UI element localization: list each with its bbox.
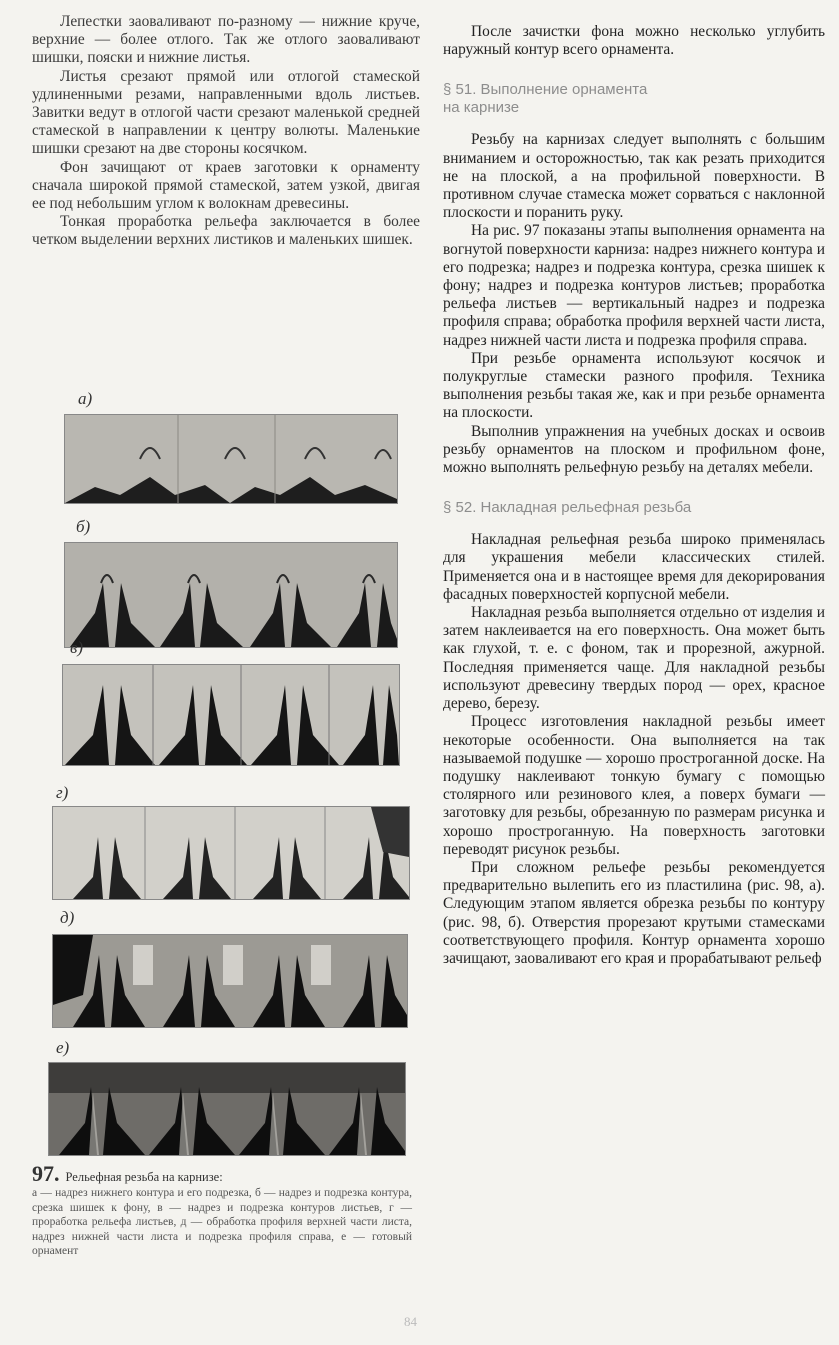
page-number: 84 [404,1314,417,1329]
section-52-paragraph-4: При сложном рельефе резьбы рекомендуется предварительно вылепить его из пластилина (рис. 98, а). Следующим этапом является обрезка резьбы по контуру (рис. 98, б). Отверстия прорезают крутыми стамесками соответствующего профиля. Контур орнамента хорошо зачищают, заоваливают его края и прорабатывают рельеф [443,858,825,967]
figure-label-e: д) [60,908,75,927]
figure-label-b: б) [76,517,91,536]
left-paragraph-4: Тонкая проработка рельефа заключается в более четком выделении верхних листиков и маленьких шишек. [32,213,420,249]
figure-caption-body: а — надрез нижнего контура и его подрезка, б — надрез и подрезка контура, срезка шишек к фону, в — надрез и подрезка контуров листьев, г — проработка рельефа листьев, д — обработка профиля верхней части листа, надрез нижней части листа и подрезка профиля справа, е — готовый орнамент [32,1187,412,1257]
left-text-column [32,13,420,250]
figure-strip-b [64,542,398,648]
section-51-paragraph-3: При резьбе орнамента используют косячок и полукруглые стамески разного профиля. Техника выполнения резьбы такая же, как и при резьбе орнамента на плоскости. [443,349,825,422]
figure-strip-c [62,664,400,766]
figure-strip-e [52,934,408,1028]
figure-label-f: е) [56,1038,70,1057]
right-text-column [443,23,825,968]
figure-strip-a [64,414,398,504]
section-52-paragraph-1: Накладная рельефная резьба широко применялась для украшения мебели классических стилей. Применяется она и в настоящее время для декорирования фасадных поверхностей корпусной мебели. [443,531,825,603]
section-52-heading: § 52. Накладная рельефная резьба [443,499,692,517]
figure-strip-d [52,806,410,900]
left-paragraph-2: Листья срезают прямой или отлогой стамеской удлиненными резами, направленными вдоль листьев. Завитки ведут в отлогой части срезают маленькой средней стамеской в направлении к центру волюты. Маленькие шишки срезают на две стороны косячком. [32,67,420,158]
figure-caption-title [32,1161,412,1187]
left-paragraph-1: Лепестки заоваливают по-разному — нижние круче, верхние — более отлого. Так же отлого заоваливают шишки, пояски и нижние листья. [32,13,420,67]
figure-label-a: а) [78,389,93,408]
figure-strip-f [48,1062,406,1156]
section-51-heading-line2: на карнизе [443,99,520,117]
section-51-paragraph-1: Резьбу на карнизах следует выполнять с большим вниманием и осторожностью, так как резать приходится не на плоской, а на профильной поверхности. В противном случае стамеска может сорваться с наклонной плоскости и поранить руку. [443,131,825,222]
section-52-paragraph-3: Процесс изготовления накладной резьбы имеет некоторые особенности. Она выполняется на так называемой подушке — хорошо прострoганной доске. На подушку наклеивают тонкую бумагу с помощью столярного или резинового клея, а поверх бумаги — заготовку для резьбы, обрезанную по размерам рисунка и хорошо прострoганную. На поверхность заготовки переводят рисунок резьбы. [443,713,825,858]
section-51-paragraph-2: На рис. 97 показаны этапы выполнения орнамента на вогнутой поверхности карниза: надрез нижнего контура и его подрезка; надрез и подрезка контура, срезка шишек к фону; надрез и подрезка контуров листьев; проработка рельефа листьев — вертикальный надрез и подрезка профиля справа; обработка профиля верхней части листа, надрез нижней части листа и подрезка профиля справа. [443,222,825,349]
figure-number: 97. [32,1161,60,1186]
section-51-paragraph-4: Выполнив упражнения на учебных досках и освоив резьбу орнаментов на плоском и профильном фоне, можно выполнять рельефную резьбу на деталях мебели. [443,422,825,477]
left-paragraph-3: Фон зачищают от краев заготовки к орнаменту сначала широкой прямой стамеской, затем узкой, двигая ее под небольшим углом к волокнам древесины. [32,158,420,213]
right-intro-paragraph: После зачистки фона можно несколько углубить наружный контур всего орнамента. [443,23,825,59]
figure-title: Рельефная резьба на карнизе: [65,1170,223,1184]
figure-label-c: в) [70,638,84,657]
section-51-heading-line1: § 51. Выполнение орнамента [443,81,648,99]
figure-label-d: г) [56,783,69,802]
section-52-paragraph-2: Накладная резьба выполняется отдельно от изделия и затем наклеивается на его поверхность. Она может быть как глухой, т. е. с фоном, так и прорезной, ажурной. Последняя применяется чаще. Для накладной резьбы используют древесину твердых пород — орех, красное дерево, березу. [443,604,825,713]
